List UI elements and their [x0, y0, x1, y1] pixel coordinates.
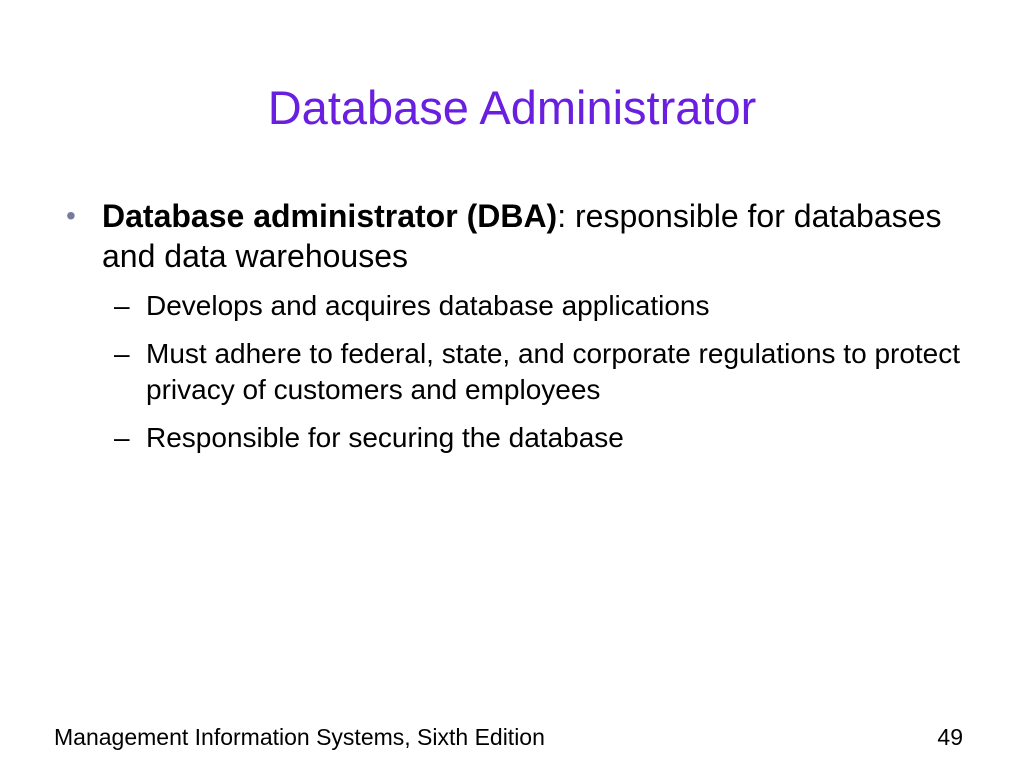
slide-title: Database Administrator	[267, 81, 757, 134]
page-number: 49	[937, 724, 963, 750]
sub-bullet-marker: –	[114, 422, 130, 453]
sub-bullet-text: Must adhere to federal, state, and corporate regulations to protect privacy of customers and employees	[146, 338, 961, 405]
bullet-term: Database administrator (DBA)	[102, 198, 558, 234]
sub-bullet-list	[114, 288, 970, 456]
sub-bullet	[114, 420, 970, 456]
sub-bullet	[114, 288, 970, 324]
sub-bullet-marker: –	[114, 290, 130, 321]
slide-body	[60, 196, 970, 468]
sub-bullet-marker: –	[114, 338, 130, 369]
sub-bullet-text: Develops and acquires database applications	[146, 290, 710, 321]
sub-bullet-text: Responsible for securing the database	[146, 422, 624, 453]
sub-bullet	[114, 336, 970, 408]
bullet-text: : responsible for databases and data warehouses	[102, 198, 942, 274]
footer-book-title: Management Information Systems, Sixth Edition	[54, 724, 545, 750]
main-bullet	[60, 196, 970, 276]
bullet-marker: •	[66, 200, 76, 231]
